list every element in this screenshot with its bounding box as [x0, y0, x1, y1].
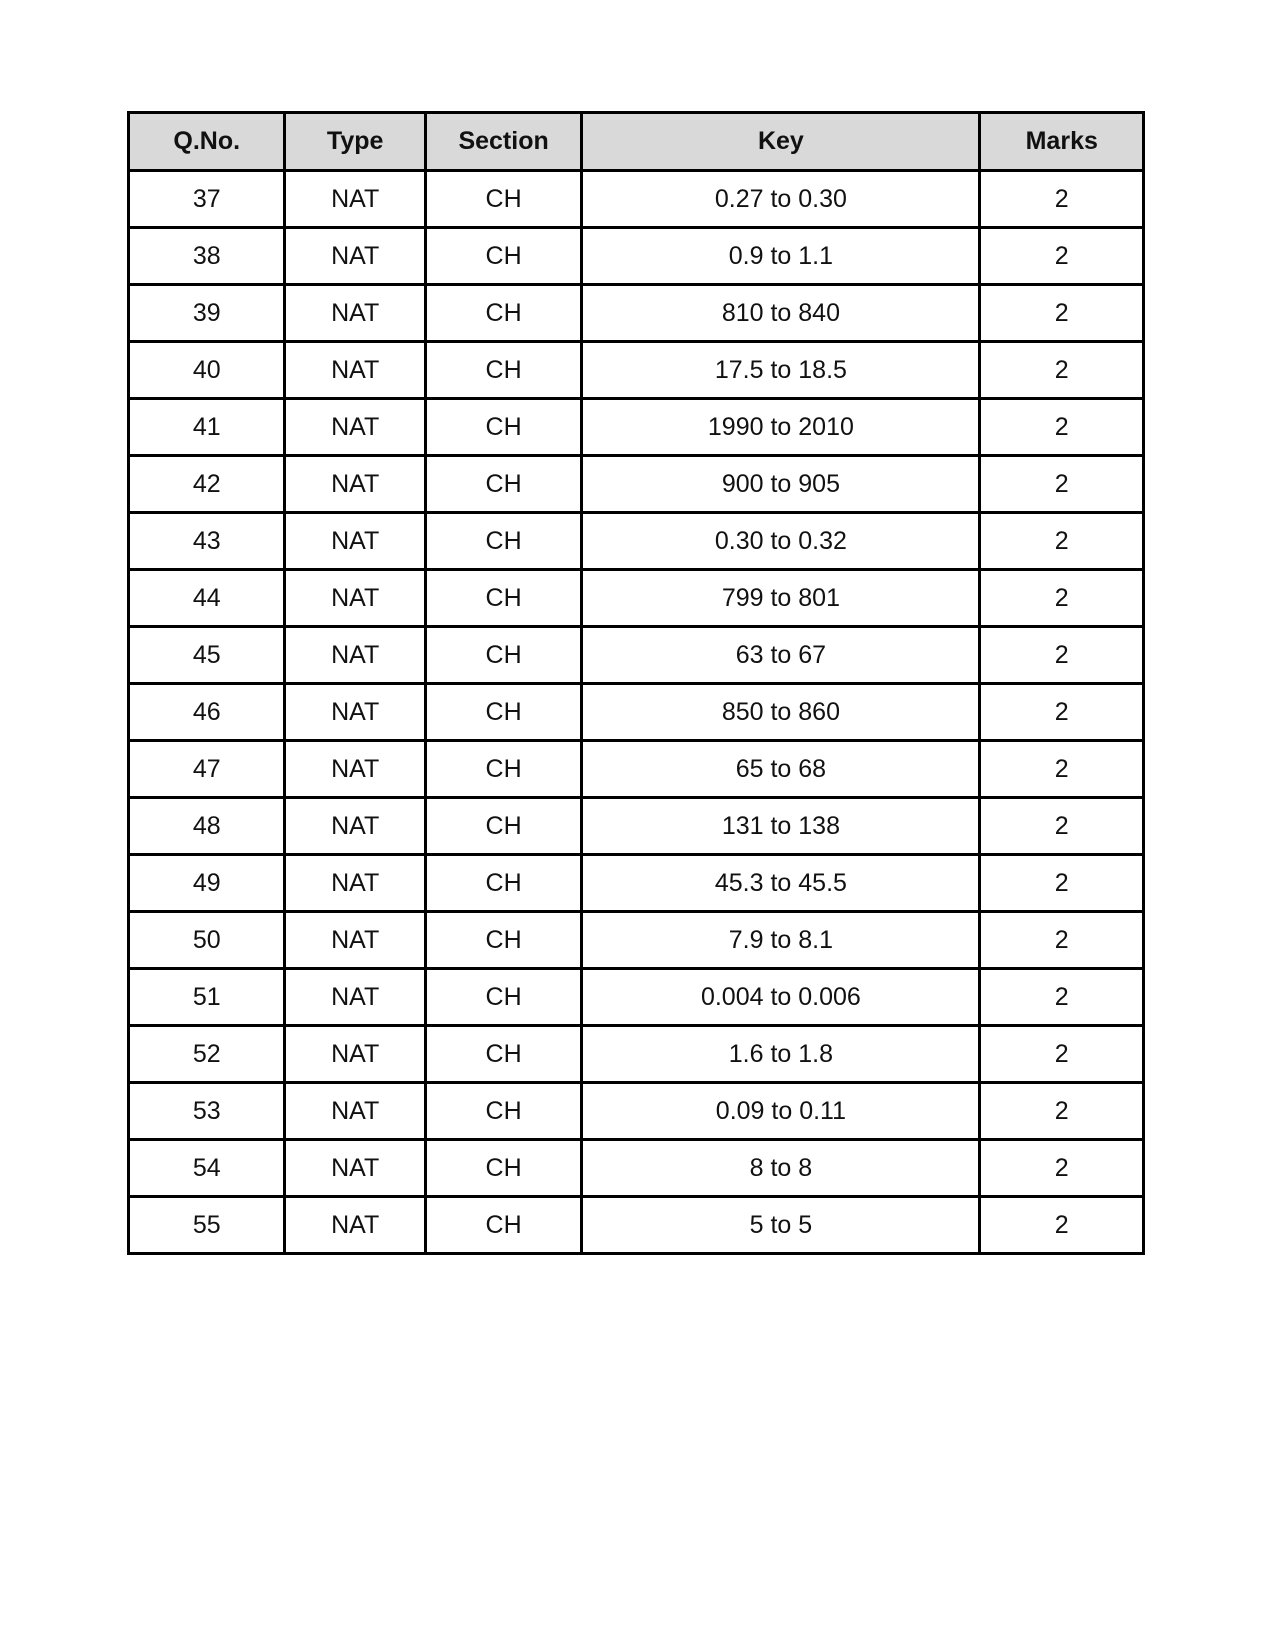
cell-qno: 38 — [129, 228, 285, 285]
table-row — [129, 399, 1144, 456]
table-row — [129, 798, 1144, 855]
cell-key: 63 to 67 — [582, 627, 980, 684]
cell-marks: 2 — [980, 855, 1144, 912]
cell-key: 850 to 860 — [582, 684, 980, 741]
cell-qno: 54 — [129, 1140, 285, 1197]
cell-qno: 55 — [129, 1197, 285, 1254]
cell-section: CH — [425, 627, 581, 684]
cell-marks: 2 — [980, 1026, 1144, 1083]
cell-marks: 2 — [980, 1197, 1144, 1254]
cell-marks: 2 — [980, 171, 1144, 228]
cell-marks: 2 — [980, 684, 1144, 741]
cell-type: NAT — [285, 342, 425, 399]
cell-qno: 47 — [129, 741, 285, 798]
table-body — [129, 171, 1144, 1254]
cell-qno: 48 — [129, 798, 285, 855]
cell-qno: 46 — [129, 684, 285, 741]
cell-key: 7.9 to 8.1 — [582, 912, 980, 969]
cell-marks: 2 — [980, 1083, 1144, 1140]
cell-marks: 2 — [980, 1140, 1144, 1197]
cell-type: NAT — [285, 1140, 425, 1197]
cell-key: 0.30 to 0.32 — [582, 513, 980, 570]
cell-type: NAT — [285, 228, 425, 285]
header-row — [129, 113, 1144, 171]
cell-marks: 2 — [980, 627, 1144, 684]
table-row — [129, 855, 1144, 912]
cell-section: CH — [425, 456, 581, 513]
cell-qno: 50 — [129, 912, 285, 969]
header-type: Type — [285, 113, 425, 171]
table-row — [129, 912, 1144, 969]
cell-qno: 42 — [129, 456, 285, 513]
cell-qno: 44 — [129, 570, 285, 627]
cell-key: 799 to 801 — [582, 570, 980, 627]
cell-section: CH — [425, 171, 581, 228]
cell-marks: 2 — [980, 741, 1144, 798]
cell-key: 8 to 8 — [582, 1140, 980, 1197]
cell-key: 0.09 to 0.11 — [582, 1083, 980, 1140]
table-row — [129, 1197, 1144, 1254]
cell-type: NAT — [285, 570, 425, 627]
cell-marks: 2 — [980, 570, 1144, 627]
cell-marks: 2 — [980, 513, 1144, 570]
header-section: Section — [425, 113, 581, 171]
cell-key: 810 to 840 — [582, 285, 980, 342]
cell-section: CH — [425, 684, 581, 741]
cell-qno: 45 — [129, 627, 285, 684]
table-row — [129, 456, 1144, 513]
cell-section: CH — [425, 855, 581, 912]
table-row — [129, 513, 1144, 570]
cell-type: NAT — [285, 1197, 425, 1254]
cell-qno: 52 — [129, 1026, 285, 1083]
cell-type: NAT — [285, 171, 425, 228]
cell-marks: 2 — [980, 228, 1144, 285]
cell-key: 131 to 138 — [582, 798, 980, 855]
cell-marks: 2 — [980, 912, 1144, 969]
cell-type: NAT — [285, 855, 425, 912]
cell-section: CH — [425, 969, 581, 1026]
cell-section: CH — [425, 798, 581, 855]
cell-key: 1990 to 2010 — [582, 399, 980, 456]
table-row — [129, 171, 1144, 228]
cell-section: CH — [425, 1197, 581, 1254]
cell-section: CH — [425, 285, 581, 342]
cell-marks: 2 — [980, 342, 1144, 399]
table-row — [129, 342, 1144, 399]
header-key: Key — [582, 113, 980, 171]
cell-type: NAT — [285, 399, 425, 456]
table-row — [129, 570, 1144, 627]
table-row — [129, 969, 1144, 1026]
cell-qno: 39 — [129, 285, 285, 342]
table-row — [129, 1026, 1144, 1083]
cell-section: CH — [425, 399, 581, 456]
cell-type: NAT — [285, 1026, 425, 1083]
cell-key: 0.9 to 1.1 — [582, 228, 980, 285]
cell-section: CH — [425, 513, 581, 570]
cell-qno: 51 — [129, 969, 285, 1026]
cell-type: NAT — [285, 969, 425, 1026]
cell-section: CH — [425, 1140, 581, 1197]
cell-type: NAT — [285, 912, 425, 969]
cell-type: NAT — [285, 456, 425, 513]
cell-type: NAT — [285, 627, 425, 684]
answer-key-table — [127, 111, 1145, 1255]
cell-type: NAT — [285, 285, 425, 342]
table-row — [129, 1140, 1144, 1197]
table-row — [129, 627, 1144, 684]
table-row — [129, 1083, 1144, 1140]
cell-key: 45.3 to 45.5 — [582, 855, 980, 912]
cell-type: NAT — [285, 513, 425, 570]
cell-marks: 2 — [980, 969, 1144, 1026]
cell-key: 5 to 5 — [582, 1197, 980, 1254]
cell-marks: 2 — [980, 798, 1144, 855]
cell-qno: 53 — [129, 1083, 285, 1140]
cell-type: NAT — [285, 798, 425, 855]
cell-type: NAT — [285, 684, 425, 741]
cell-section: CH — [425, 1083, 581, 1140]
cell-key: 900 to 905 — [582, 456, 980, 513]
table-header — [129, 113, 1144, 171]
header-marks: Marks — [980, 113, 1144, 171]
cell-marks: 2 — [980, 285, 1144, 342]
cell-section: CH — [425, 741, 581, 798]
table-row — [129, 228, 1144, 285]
cell-key: 1.6 to 1.8 — [582, 1026, 980, 1083]
cell-marks: 2 — [980, 399, 1144, 456]
cell-type: NAT — [285, 741, 425, 798]
header-qno: Q.No. — [129, 113, 285, 171]
cell-qno: 49 — [129, 855, 285, 912]
cell-section: CH — [425, 570, 581, 627]
table-row — [129, 285, 1144, 342]
cell-type: NAT — [285, 1083, 425, 1140]
cell-section: CH — [425, 1026, 581, 1083]
cell-key: 0.004 to 0.006 — [582, 969, 980, 1026]
cell-qno: 40 — [129, 342, 285, 399]
cell-marks: 2 — [980, 456, 1144, 513]
cell-qno: 41 — [129, 399, 285, 456]
cell-section: CH — [425, 342, 581, 399]
cell-section: CH — [425, 912, 581, 969]
cell-key: 0.27 to 0.30 — [582, 171, 980, 228]
table-row — [129, 741, 1144, 798]
table-row — [129, 684, 1144, 741]
cell-qno: 43 — [129, 513, 285, 570]
cell-key: 65 to 68 — [582, 741, 980, 798]
cell-section: CH — [425, 228, 581, 285]
cell-key: 17.5 to 18.5 — [582, 342, 980, 399]
cell-qno: 37 — [129, 171, 285, 228]
